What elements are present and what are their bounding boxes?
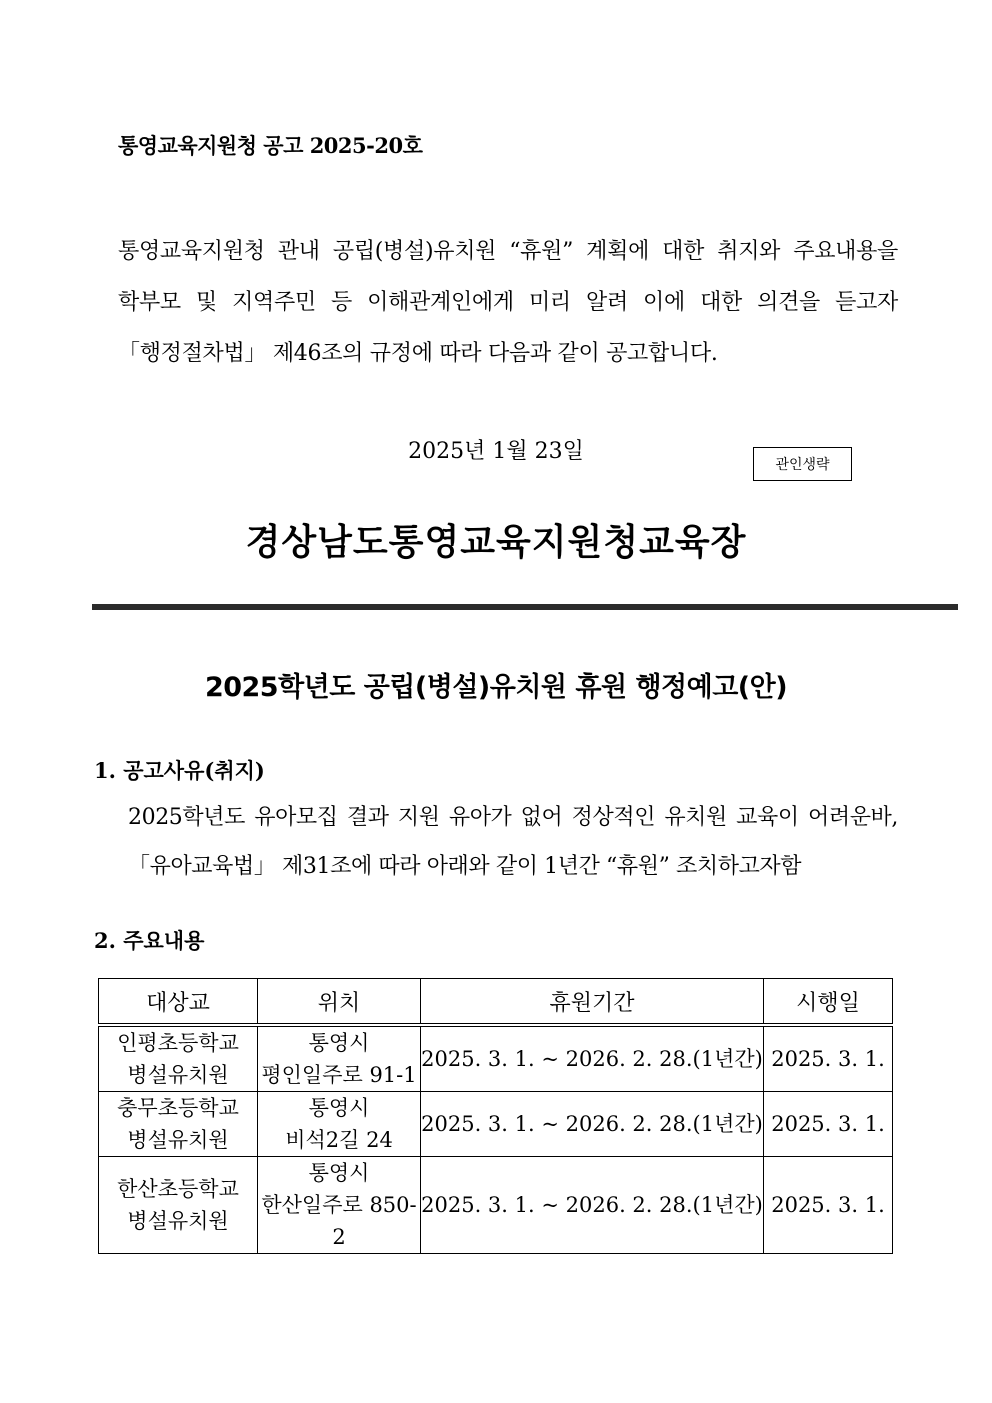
intro-line-1: 통영교육지원청 관내 공립(병설)유치원 “휴원” 계획에 대한 취지와 주요내용을	[118, 239, 898, 264]
school-name: 인평초등학교	[117, 1031, 239, 1055]
location-cell	[258, 1092, 421, 1157]
issuer-name: 경상남도통영교육지원청교육장	[245, 522, 747, 563]
effective-date-cell: 2025. 3. 1.	[764, 1025, 893, 1092]
header-effective-date: 시행일	[764, 979, 893, 1026]
section1-line-1: 2025학년도 유아모집 결과 지원 유아가 없어 정상적인 유치원 교육이 어려운바,	[128, 805, 898, 830]
school-cell	[99, 1157, 258, 1254]
seal-omitted-box: 관인생략	[753, 447, 852, 481]
table-row	[99, 1092, 893, 1157]
table-row	[99, 1025, 893, 1092]
table-row	[99, 1157, 893, 1254]
school-name: 한산초등학교	[117, 1177, 239, 1201]
notice-date: 2025년 1월 23일	[408, 439, 584, 464]
address: 평인일주로 91-1	[261, 1063, 417, 1087]
intro-line-2: 학부모 및 지역주민 등 이해관계인에게 미리 알려 이에 대한 의견을 듣고자	[118, 290, 898, 315]
kindergarten-type: 병설유치원	[127, 1209, 229, 1233]
intro-line-3: 「행정절차법」 제46조의 규정에 따라 다음과 같이 공고합니다.	[118, 341, 718, 366]
document-title: 2025학년도 공립(병설)유치원 휴원 행정예고(안)	[204, 672, 788, 703]
section2-heading: 2. 주요내용	[94, 928, 205, 953]
notice-number: 통영교육지원청 공고 2025-20호	[118, 133, 423, 158]
table-header-row	[99, 979, 893, 1026]
closure-table	[98, 978, 893, 1254]
effective-date-cell: 2025. 3. 1.	[764, 1157, 893, 1254]
period-cell: 2025. 3. 1. ~ 2026. 2. 28.(1년간)	[421, 1157, 764, 1254]
school-name: 충무초등학교	[117, 1096, 239, 1120]
header-school: 대상교	[99, 979, 258, 1026]
city: 통영시	[308, 1161, 370, 1185]
period-cell: 2025. 3. 1. ~ 2026. 2. 28.(1년간)	[421, 1025, 764, 1092]
school-cell	[99, 1092, 258, 1157]
period-cell: 2025. 3. 1. ~ 2026. 2. 28.(1년간)	[421, 1092, 764, 1157]
school-cell	[99, 1025, 258, 1092]
section1-heading: 1. 공고사유(취지)	[94, 758, 265, 783]
effective-date-cell: 2025. 3. 1.	[764, 1092, 893, 1157]
kindergarten-type: 병설유치원	[127, 1128, 229, 1152]
address: 비석2길 24	[285, 1128, 393, 1152]
location-cell	[258, 1157, 421, 1254]
header-period: 휴원기간	[421, 979, 764, 1026]
header-location: 위치	[258, 979, 421, 1026]
city: 통영시	[308, 1031, 370, 1055]
divider	[92, 604, 958, 610]
location-cell	[258, 1025, 421, 1092]
city: 통영시	[308, 1096, 370, 1120]
section1-line-2: 「유아교육법」 제31조에 따라 아래와 같이 1년간 “휴원” 조치하고자함	[128, 854, 802, 879]
address: 한산일주로 850-2	[261, 1193, 417, 1249]
kindergarten-type: 병설유치원	[127, 1063, 229, 1087]
